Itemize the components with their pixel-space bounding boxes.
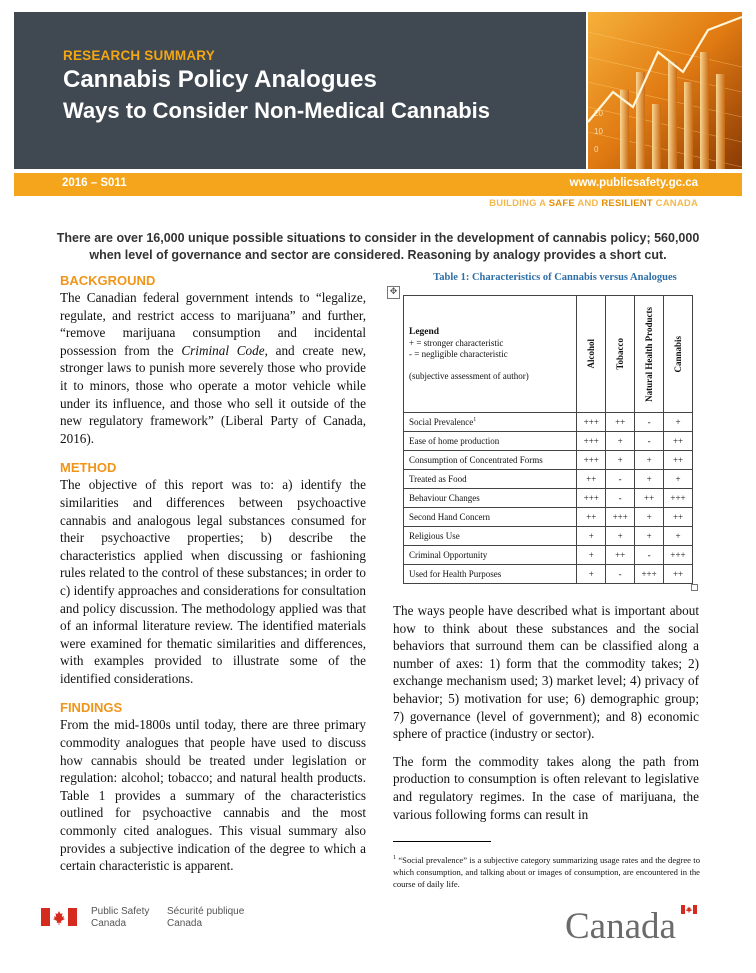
row-label: Criminal Opportunity (404, 546, 577, 565)
table-cell: +++ (577, 451, 606, 470)
table-cell: +++ (577, 489, 606, 508)
left-column (60, 272, 366, 875)
table-cell: +++ (635, 565, 664, 584)
table-cell: +++ (577, 413, 606, 432)
svg-text:0: 0 (594, 145, 599, 154)
table-cell: + (664, 470, 693, 489)
table-cell: - (635, 413, 664, 432)
footnote: $^1$ “Social prevalence” is a subjective category summarizing usage rates and the degree to which consumption, and talking about or images of consumption, are encountered in the course of daily life. (393, 854, 700, 889)
table-move-handle-icon[interactable]: ✥ (387, 286, 400, 299)
method-heading: METHOD (60, 460, 117, 476)
row-label: Second Hand Concern (404, 508, 577, 527)
table-cell: + (606, 527, 635, 546)
report-header (14, 12, 586, 169)
report-subtitle: Ways to Consider Non-Medical Cannabis (63, 98, 491, 123)
table-cell: ++ (664, 565, 693, 584)
table-cell: + (664, 413, 693, 432)
table-cell: ++ (606, 546, 635, 565)
row-label: Treated as Food (404, 470, 577, 489)
row-label: Consumption of Concentrated Forms (404, 451, 577, 470)
table-cell: + (577, 565, 606, 584)
background-heading: BACKGROUND (60, 273, 156, 288)
tagline: BUILDING A SAFE AND RESILIENT CANADA (489, 198, 698, 209)
table-cell: ++ (664, 508, 693, 527)
table-row (404, 451, 693, 470)
forms-paragraph: The form the commodity takes along the path from production to consumption is often relevant to legislative and regulatory regimes. In the case of marijuana, the various following forms can result in (393, 753, 699, 822)
table-resize-handle-icon[interactable] (691, 584, 698, 591)
table-cell: + (635, 451, 664, 470)
table-cell: +++ (664, 546, 693, 565)
findings-paragraph: From the mid-1800s until today, there are three primary commodity analogues that people have used to discuss how cannabis should be treated under legislation or regulation: alcohol; tobacco; and natural health products. Table 1 provides a summary of the characteristics outlined for psychoactive cannabis and the most commonly cited analogues. This visual summary also provides a subjective indication of the degree to which a certain characteristic is apparent. (60, 717, 366, 874)
table-cell: + (577, 527, 606, 546)
row-label: Ease of home production (404, 432, 577, 451)
findings-heading: FINDINGS (60, 700, 123, 716)
method-paragraph: The objective of this report was to: a) identify the similarities and differences between psychoactive cannabis and analogous legal substances consumed for their psychoactive properties; b) describe the characteristics applied when discussing or fashioning rules related to the control of these substances; in order to c) identify approaches and considerations for consultation and policy discussion. The methodology applied was that of an informal literature review. The identified materials were examined for thematic similarities and differences, with examples provided to illustrate some of the identified considerations. (60, 477, 366, 686)
table-cell: ++ (635, 489, 664, 508)
table-cell: + (664, 527, 693, 546)
report-title: Cannabis Policy Analogues (63, 66, 377, 93)
background-paragraph: The Canadian federal government intends to “legalize, regulate, and restrict access to marijuana” and further, “remove marijuana consumption and incidental possession from the Criminal Code, and create new, stronger laws to punish more severely those who provide it to minors, those who operate a motor vehicle while under its influence, and those who sell it outside of the new regulatory framework” (Liberal Party of Canada, 2016). (60, 290, 366, 446)
lead-summary: There are over 16,000 unique possible situations to consider in the development of cannabis policy; 560,000 when level of governance and sector are considered. Reasoning by analogy provides a short cut. (56, 231, 700, 262)
department-name-en: Public Safety Canada (91, 906, 150, 929)
table-cell: + (635, 527, 664, 546)
table-cell: +++ (606, 508, 635, 527)
table-cell: +++ (577, 432, 606, 451)
website-link[interactable]: www.publicsafety.gc.ca (569, 177, 698, 189)
column-header: Cannabis (664, 296, 693, 413)
row-label: Behaviour Changes (404, 489, 577, 508)
table-row (404, 565, 693, 584)
row-label: Social Prevalence$^1$ (404, 413, 577, 432)
canada-flag-icon (41, 908, 77, 926)
table-row (404, 546, 693, 565)
table-cell: + (606, 451, 635, 470)
svg-text:20: 20 (594, 109, 603, 118)
column-header: Alcohol (577, 296, 606, 413)
column-header: Tobacco (606, 296, 635, 413)
table-cell: - (635, 432, 664, 451)
report-kicker: RESEARCH SUMMARY (63, 48, 215, 63)
table-caption: Table 1: Characteristics of Cannabis versus Analogues (433, 272, 677, 283)
table-cell: ++ (577, 508, 606, 527)
table-cell: - (606, 470, 635, 489)
right-column (393, 602, 699, 823)
table-1 (393, 272, 707, 579)
footnote-divider (393, 841, 491, 842)
table-row (404, 470, 693, 489)
table-cell: ++ (606, 413, 635, 432)
table-row (404, 413, 693, 432)
header-bar-chart-image (588, 12, 742, 169)
table-cell: - (606, 565, 635, 584)
row-label: Used for Health Purposes (404, 565, 577, 584)
row-label: Religious Use (404, 527, 577, 546)
column-header: Natural Health Products (635, 296, 664, 413)
table-row (404, 432, 693, 451)
wordmark-flag-icon (681, 905, 697, 914)
table-cell: ++ (664, 451, 693, 470)
report-code: 2016 – S011 (62, 177, 127, 189)
table-cell: + (577, 546, 606, 565)
svg-text:10: 10 (594, 127, 603, 136)
characteristics-table (403, 295, 693, 584)
table-cell: ++ (577, 470, 606, 489)
table-row (404, 527, 693, 546)
table-cell: - (635, 546, 664, 565)
table-legend: Legend + = stronger characteristic - = negligible characteristic (subjective assessment of author) (404, 296, 577, 413)
table-cell: + (606, 432, 635, 451)
table-row (404, 508, 693, 527)
table-row (404, 489, 693, 508)
table-cell: + (635, 470, 664, 489)
axes-paragraph: The ways people have described what is important about how to think about these substances and the social behaviors that surround them can be classified along a number of axes: 1) form that the commodity takes; 2) exchange mechanism used; 3) market level; 4) privacy of behavior; 5) motivation for use; 6) demographic group; 7) governance (level of government); and 8) economic sphere of practice (industry or sector). (393, 603, 699, 742)
canada-wordmark: Canada (565, 906, 676, 947)
table-cell: + (635, 508, 664, 527)
table-cell: ++ (664, 432, 693, 451)
department-name-fr: Sécurité publique Canada (167, 906, 245, 929)
table-cell: - (606, 489, 635, 508)
table-cell: +++ (664, 489, 693, 508)
header-band (14, 173, 742, 196)
